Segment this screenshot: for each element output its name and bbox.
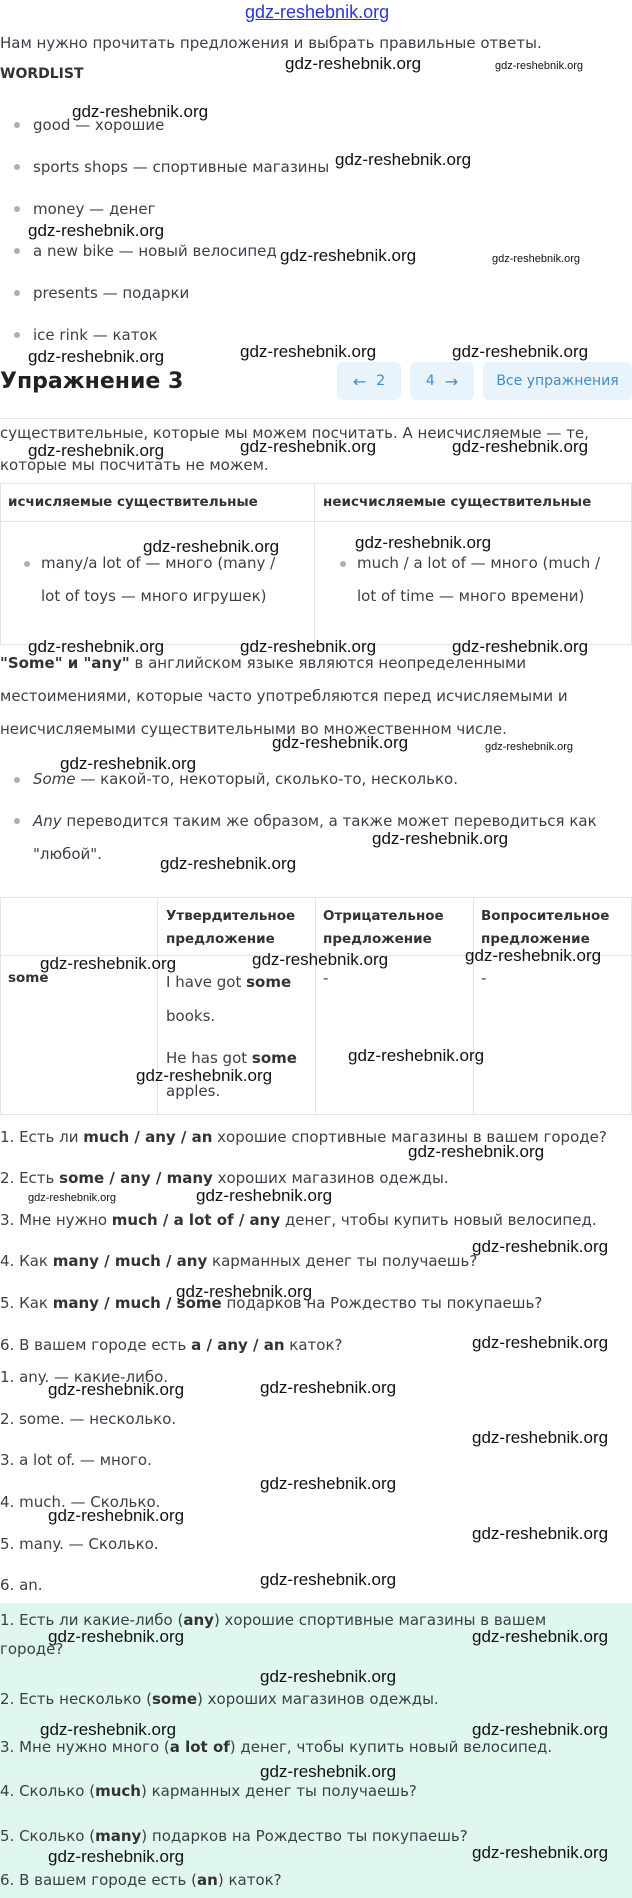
some-any-bold: "Some" и "any" [0,654,130,672]
list-item: sports shops — спортивные магазины [33,158,330,176]
watermark: gdz-reshebnik.org [472,1428,609,1447]
watermark: gdz-reshebnik.org [28,441,165,460]
example-bold: some [246,973,292,991]
table-header: неисчисляемые существительные [323,494,592,510]
any-definition [33,811,597,831]
key-item: 3. a lot of. — много. [0,1451,152,1469]
table-divider [0,521,632,522]
next-label: 4 [425,373,435,389]
watermark: gdz-reshebnik.org [285,54,422,73]
watermark: gdz-reshebnik.org [472,1524,609,1543]
bullet-dot [14,206,20,212]
some-any-text: неисчисляемыми существительными во множественном числе. [0,720,507,738]
watermark: gdz-reshebnik.org [40,1720,177,1739]
any-rest: переводится таким же образом, а также может переводиться как [61,812,597,830]
watermark: gdz-reshebnik.org [465,946,602,965]
watermark: gdz-reshebnik.org [240,437,377,456]
bullet-dot [14,818,20,824]
theory-text: которые мы посчитать не можем. [0,456,269,474]
list-item: money — денег [33,200,156,218]
watermark: gdz-reshebnik.org [48,1506,185,1525]
table-cell [166,972,291,992]
some-any-text: местоимениями, которые часто употребляются перед исчисляемыми и [0,687,568,705]
key-item: 5. many. — Сколько. [0,1535,159,1553]
example-text: He has got [166,1049,252,1067]
answer-item: 3. Мне нужно много (a lot of) денег, чтобы купить новый велосипед. [0,1738,553,1756]
next-exercise-button[interactable] [410,362,474,400]
intro-text: Нам нужно прочитать предложения и выбрать правильные ответы. [0,34,542,52]
watermark: gdz-reshebnik.org [408,1142,545,1161]
question-item: 5. Как many / much / some подарков на Рождество ты покупаешь? [0,1294,543,1312]
question-item: 3. Мне нужно much / a lot of / any денег, чтобы купить новый велосипед. [0,1211,597,1229]
watermark: gdz-reshebnik.org [260,1762,397,1781]
example-bold: some [251,1049,297,1067]
watermark: gdz-reshebnik.org [48,1627,185,1646]
answer-item: 6. В вашем городе есть (an) каток? [0,1871,282,1889]
table-cell: - [323,969,329,987]
watermark: gdz-reshebnik.org [472,1843,609,1862]
table-header: Вопросительное [481,908,610,924]
question-item: 1. Есть ли much / any / an хорошие спортивные магазины в вашем городе? [0,1128,607,1146]
all-exercises-button[interactable]: Все упражнения [483,362,632,400]
question-item: 6. В вашем городе есть a / any / an каток? [0,1336,343,1354]
answer-item: 1. Есть ли какие-либо (any) хорошие спортивные магазины в вашем [0,1611,547,1629]
key-item: 2. some. — несколько. [0,1410,177,1428]
theory-text: существительные, которые мы можем посчитать. А неисчисляемые — те, [0,424,589,442]
answer-item: городе? [0,1640,64,1658]
wordlist-title: WORDLIST [0,66,84,82]
watermark: gdz-reshebnik.org [240,342,377,361]
watermark: gdz-reshebnik.org [252,950,389,969]
watermark: gdz-reshebnik.org [260,1474,397,1493]
watermark: gdz-reshebnik.org [472,1720,609,1739]
prev-exercise-button[interactable] [337,362,401,400]
bullet-dot [14,248,20,254]
list-item: ice rink — каток [33,326,158,344]
table-header: предложение [323,931,432,947]
any-definition: "любой". [33,845,102,863]
watermark: gdz-reshebnik.org [452,437,589,456]
watermark: gdz-reshebnik.org [28,221,165,240]
watermark: gdz-reshebnik.org [452,637,589,656]
some-rest: — какой-то, некоторый, сколько-то, несколько. [75,770,458,788]
table-cell: books. [166,1007,216,1025]
watermark: gdz-reshebnik.org [72,102,209,121]
key-item: 6. an. [0,1576,43,1594]
watermark: gdz-reshebnik.org [372,829,509,848]
bullet-dot [14,332,20,338]
watermark: gdz-reshebnik.org [196,1186,333,1205]
watermark: gdz-reshebnik.org [40,954,177,973]
prev-label: 2 [376,373,386,389]
table-cell: apples. [166,1082,221,1100]
question-item: 4. Как many / much / any карманных денег ты получаешь? [0,1252,478,1270]
exercise-title: Упражнение 3 [0,369,184,394]
watermark: gdz-reshebnik.org [28,1192,117,1204]
some-any-rest: в английском языке являются неопределенными [129,654,527,672]
watermark: gdz-reshebnik.org [335,150,472,169]
bullet-dot [340,561,346,567]
answer-item: 2. Есть несколько (some) хороших магазинов одежды. [0,1690,439,1708]
arrow-right-icon: → [444,371,459,391]
table-header: Утвердительное [166,908,296,924]
table-header: исчисляемые существительные [8,494,258,510]
table-header: Отрицательное [323,908,444,924]
table-cell: lot of time — много времени) [357,587,585,605]
watermark: gdz-reshebnik.org [272,733,409,752]
watermark: gdz-reshebnik.org [60,754,197,773]
table-divider [473,897,474,1115]
arrow-left-icon: ← [352,371,367,391]
some-word: Some [33,770,76,788]
table-cell: much / a lot of — много (much / [357,554,601,572]
table-cell: many/a lot of — много (many / [41,554,276,572]
list-item: presents — подарки [33,284,190,302]
watermark: gdz-reshebnik.org [176,1282,313,1301]
watermark: gdz-reshebnik.org [28,347,165,366]
watermark: gdz-reshebnik.org [495,60,584,72]
key-item: 1. any. — какие-либо. [0,1368,169,1386]
watermark: gdz-reshebnik.org [48,1380,185,1399]
watermark: gdz-reshebnik.org [28,637,165,656]
watermark: gdz-reshebnik.org [260,1667,397,1686]
watermark: gdz-reshebnik.org [48,1847,185,1866]
bullet-dot [14,777,20,783]
watermark: gdz-reshebnik.org [452,342,589,361]
watermark: gdz-reshebnik.org [355,533,492,552]
list-item: a new bike — новый велосипед [33,242,277,260]
watermark: gdz-reshebnik.org [260,1378,397,1397]
table-header: предложение [166,931,275,947]
table-divider [314,483,315,645]
watermark: gdz-reshebnik.org [240,637,377,656]
watermark: gdz-reshebnik.org [472,1237,609,1256]
any-word: Any [33,812,62,830]
watermark: gdz-reshebnik.org [472,1627,609,1646]
table-header: предложение [481,931,590,947]
table-row-label: some [8,970,49,986]
table-cell [166,1048,297,1068]
watermark: gdz-reshebnik.org [348,1046,485,1065]
table-divider [315,897,316,1115]
list-item: good — хорошие [33,116,165,134]
watermark: gdz-reshebnik.org [280,246,417,265]
watermark: gdz-reshebnik.org [472,1333,609,1352]
answer-item: 5. Сколько (many) подарков на Рождество ты покупаешь? [0,1827,468,1845]
watermark: gdz-reshebnik.org [260,1570,397,1589]
watermark: gdz-reshebnik.org [143,537,280,556]
watermark: gdz-reshebnik.org [485,741,574,753]
table-cell: lot of toys — много игрушек) [41,587,267,605]
example-text: I have got [166,973,247,991]
divider [0,418,632,419]
watermark: gdz-reshebnik.org [136,1066,273,1085]
table-cell: - [481,969,487,987]
bullet-dot [24,561,30,567]
answer-item: 4. Сколько (much) карманных денег ты получаешь? [0,1782,417,1800]
watermark: gdz-reshebnik.org [160,854,297,873]
bullet-dot [14,290,20,296]
bullet-dot [14,122,20,128]
site-link[interactable]: gdz-reshebnik.org [245,2,390,22]
question-item: 2. Есть some / any / many хороших магазинов одежды. [0,1169,449,1187]
watermark: gdz-reshebnik.org [492,253,581,265]
bullet-dot [14,164,20,170]
key-item: 4. much. — Сколько. [0,1493,161,1511]
